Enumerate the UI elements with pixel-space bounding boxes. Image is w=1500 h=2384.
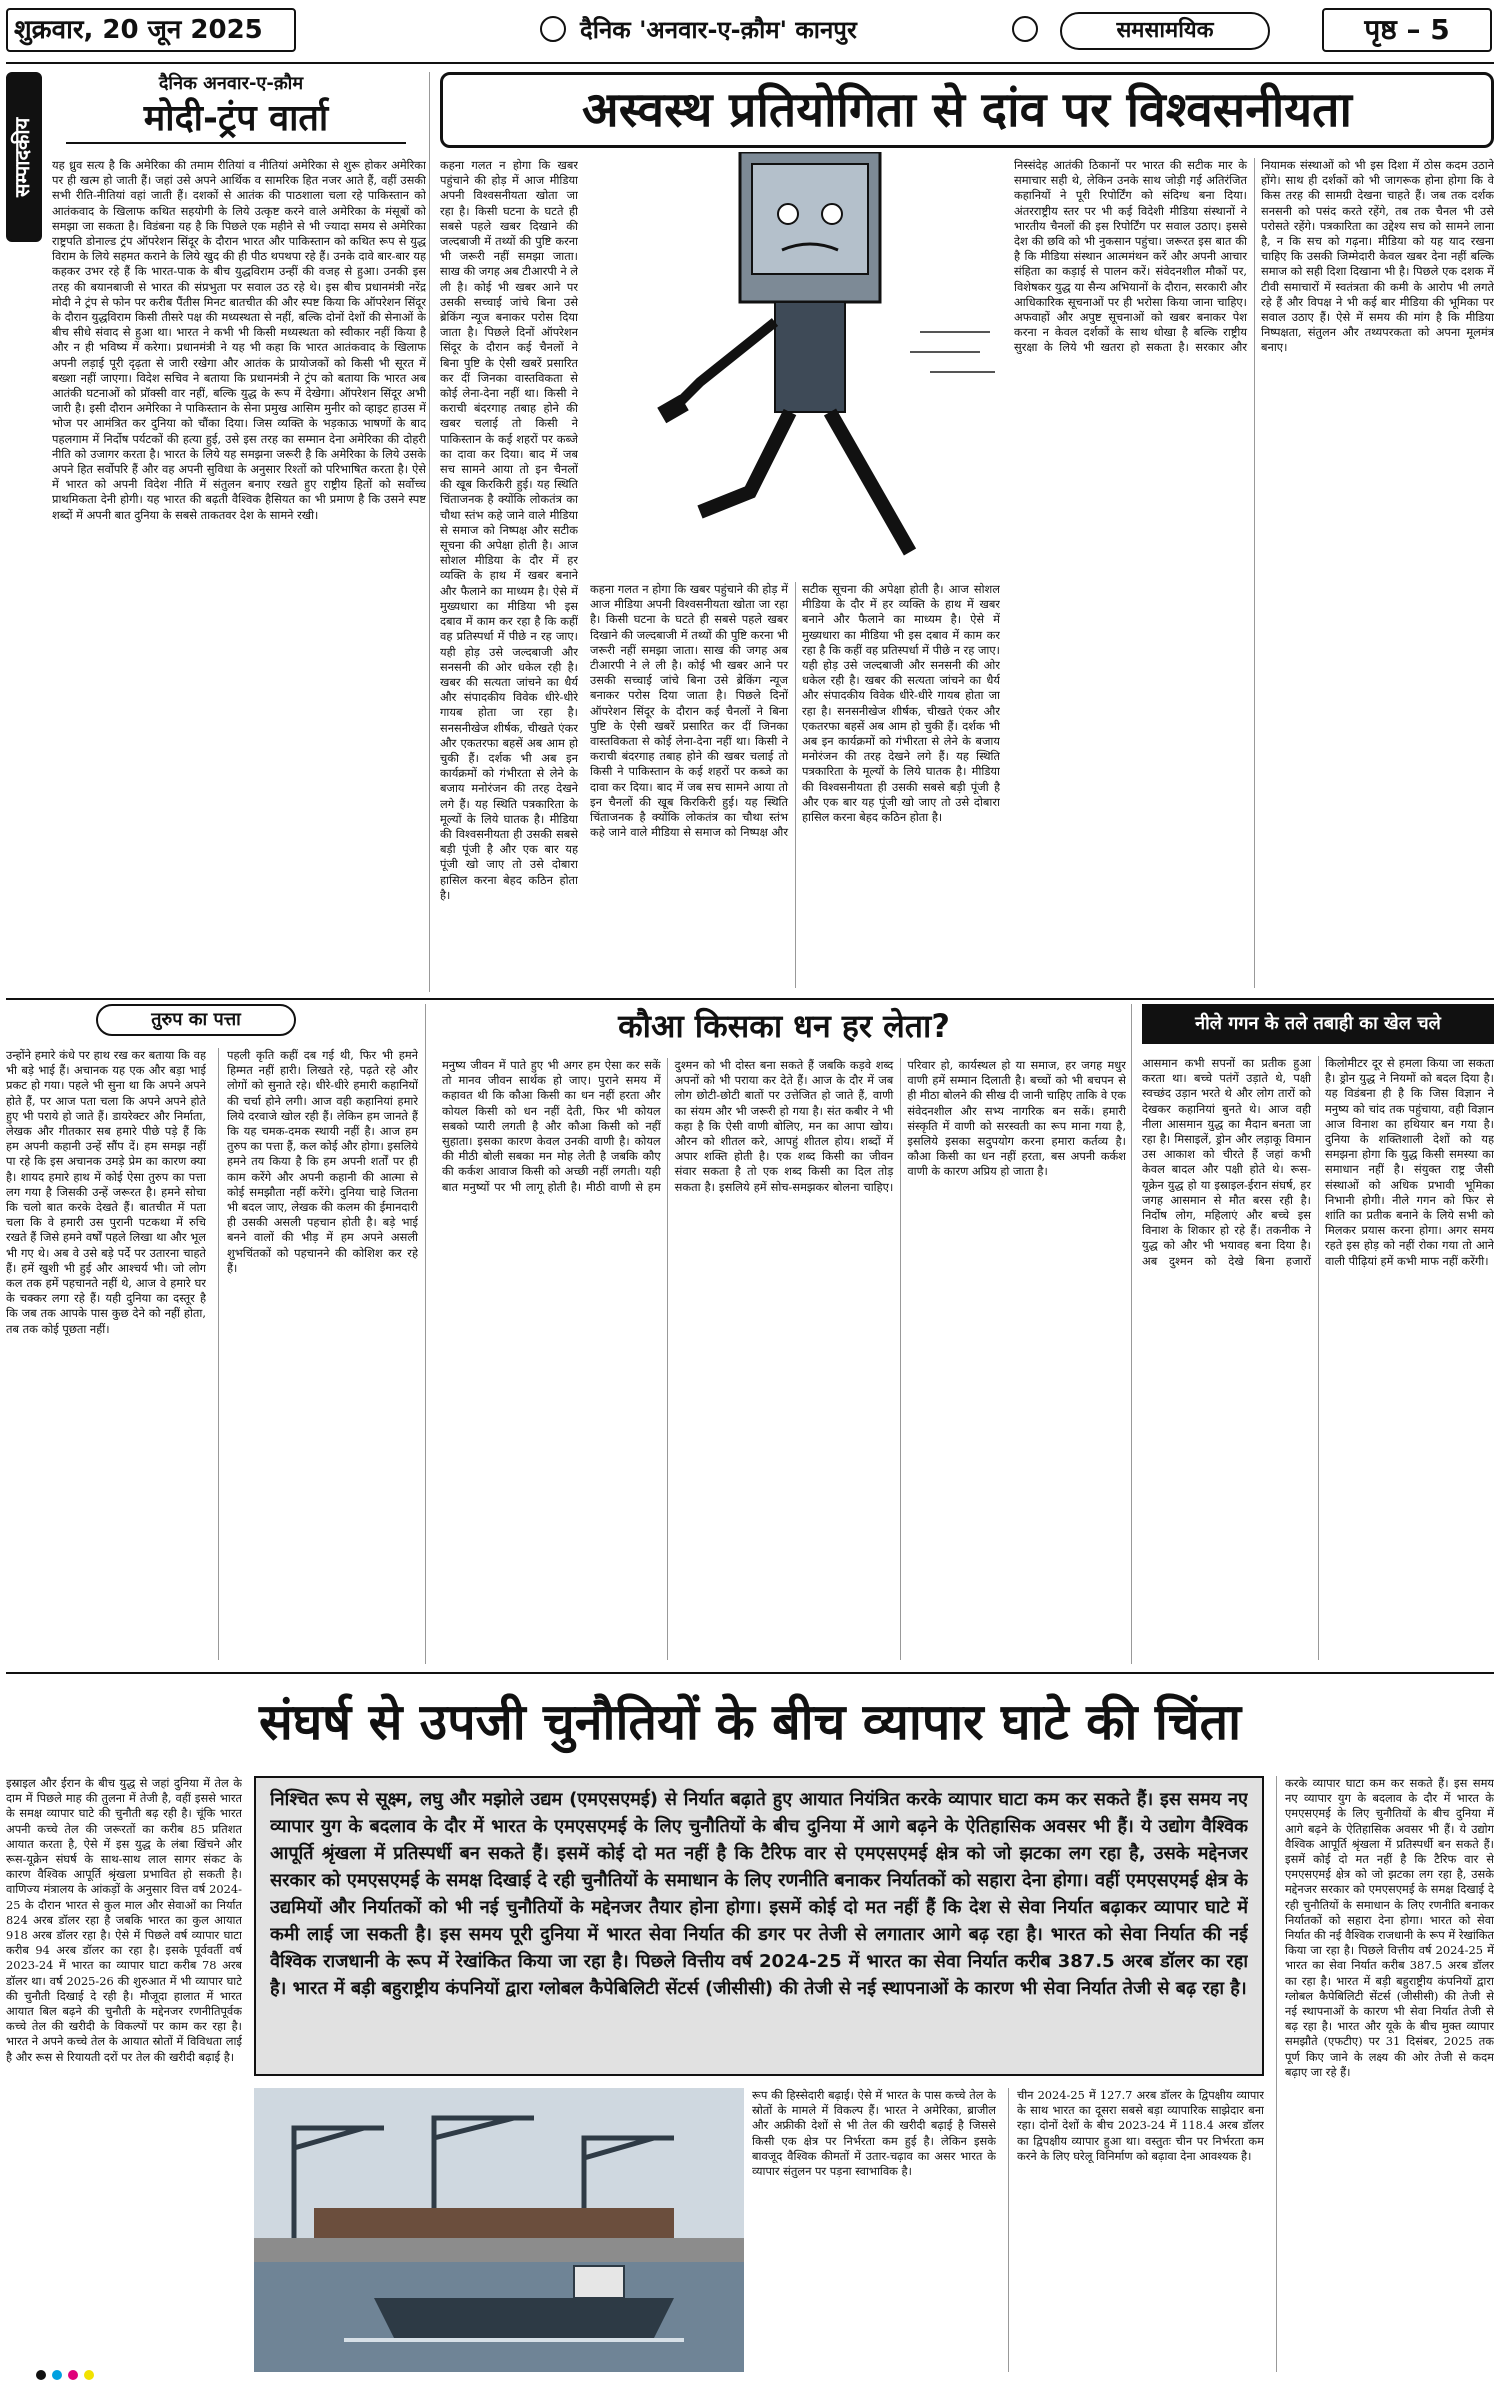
- column-left-block: [6, 1004, 426, 1664]
- column-right-block: [1142, 1004, 1494, 1664]
- editorial-body: यह ध्रुव सत्य है कि अमेरिका की तमाम रीतियां व नीतियां अमेरिका से शुरू होकर अमेरिका पर ही खत्म हो जाती हैं। जहां उसे अपने आर्थिक व सामरिक हित नजर आते हैं, वहीं उसकी सभी रीति-नीतियां वहां जाती हैं। दशकों से आतंक की पाठशाला चला रहे पाकिस्तान को आतंकवाद के खिलाफ कथित सहयोगी के लिये उत्कृष्ट करने वाले अमेरिका के मंसूबों को समझा जा सकता है। विडंबना यह है कि पिछले एक महीने से भी ज्यादा समय से अमेरिका राष्ट्रपति डोनाल्ड ट्रंप ऑपरेशन सिंदूर के दौरान भारत और पाकिस्तान को कथित रूप से युद्ध विराम के लिये सहमत कराने के लिये खुद की ही पीठ थपथपा रहे हैं। उनके दावे बार-बार यह कहकर उभर रहे हैं कि भारत-पाक के बीच युद्धविराम उन्हीं की वजह से हुआ। उनकी इस तरह की बयानबाजी से भारत की संप्रभुता पर सवाल उठ रहे थे। इस बीच प्रधानमंत्री नरेंद्र मोदी ने ट्रंप से फोन पर करीब पैंतीस मिनट बातचीत की और स्पष्ट किया कि ऑपरेशन सिंदूर के दौरान युद्धविराम किसी तीसरे पक्ष की मध्यस्थता से नहीं, बल्कि दोनों देशों की सेनाओं के बीच सीधे संवाद से हुआ था। भारत ने कभी भी किसी मध्यस्थता को स्वीकार नहीं किया है और न ही भविष्य में करेगा। प्रधानमंत्री ने यह भी कहा कि भारत आतंकवाद के खिलाफ अपनी लड़ाई पूरी दृढ़ता से जारी रखेगा और आतंक के प्रायोजकों को किसी भी सूरत में बख्शा नहीं जाएगा। विदेश सचिव ने बताया कि प्रधानमंत्री ने ट्रंप को बताया कि भारत अब आतंकी घटनाओं को प्रॉक्सी वार नहीं, बल्कि युद्ध के रूप में देखेगा। ऑपरेशन सिंदूर अभी जारी है। इसी दौरान अमेरिका ने पाकिस्तान के सेना प्रमुख आसिम मुनीर को व्हाइट हाउस में भोज पर आमंत्रित कर दुनिया को चौंका दिया। जिस व्यक्ति के भड़काऊ भाषणों के बाद पहलगाम में निर्दोष पर्यटकों की हत्या हुई, उसे इस तरह का सम्मान देना अमेरिका की दोहरी नीति को उजागर करता है। भारत के लिये यह समझना जरूरी है कि अमेरिका के लिये उसके अपने हित सर्वोपरि हैं और वह अपनी सुविधा के अनुसार रिश्तों को परिभाषित करता है। ऐसे में भारत को अपनी विदेश नीति में संतुलन बनाए रखते हुए राष्ट्रीय हितों को सर्वोच्च प्राथमिकता देनी होगी। यह भारत की बढ़ती वैश्विक हैसियत का भी प्रमाण है कि उसने स्पष्ट शब्दों में अपनी बात दुनिया के सबसे ताकतवर देश के सामने रखी।: [52, 158, 426, 522]
- lead-body-right: निस्संदेह आतंकी ठिकानों पर भारत की सटीक मार के समाचार सही थे, लेकिन उनके साथ जोड़ी गई अतिरंजित कहानियों ने पूरी रिपोर्टिंग को संदिग्ध बना दिया। अंतरराष्ट्रीय स्तर पर भी कई विदेशी मीडिया संस्थानों ने भारतीय चैनलों की इस रिपोर्टिंग पर सवाल उठाए। इससे देश की छवि को भी नुकसान पहुंचा। जरूरत इस बात की है कि मीडिया संस्थान आत्ममंथन करें और अपनी आचार संहिता का कड़ाई से पालन करें। संवेदनशील मौकों पर, विशेषकर युद्ध या सैन्य अभियानों के दौरान, सरकारी और आधिकारिक सूचनाओं पर ही भरोसा किया जाना चाहिए। अफवाहों और अपुष्ट सूचनाओं को खबर बनाकर पेश करना न केवल दर्शकों के साथ धोखा है बल्कि राष्ट्रीय सुरक्षा के लिये भी खतरा हो सकता है। सरकार और नियामक संस्थाओं को भी इस दिशा में ठोस कदम उठाने होंगे। साथ ही दर्शकों को भी जागरूक होना होगा कि वे किस तरह की सामग्री देखना चाहते हैं। जब तक दर्शक सनसनी को पसंद करते रहेंगे, तब तक चैनल भी उसे परोसते रहेंगे। पत्रकारिता का उद्देश्य सच को सामने लाना है, न कि सच को गढ़ना। मीडिया को यह याद रखना चाहिए कि उसकी जिम्मेदारी केवल खबर देना नहीं बल्कि समाज को सही दिशा दिखाना भी है। पिछले एक दशक में टीवी समाचारों में स्वतंत्रता की कमी के आरोप भी लगते रहे हैं और विपक्ष ने भी कई बार मीडिया की भूमिका पर सवाल उठाए हैं। ऐसे में समय की मांग है कि मीडिया निष्पक्षता, संतुलन और तथ्यपरकता को अपना मूलमंत्र बनाए।: [1014, 158, 1494, 355]
- lower-rule: [6, 1672, 1494, 1674]
- photo-ship-hull: [374, 2298, 674, 2338]
- lead-body-left: कहना गलत न होगा कि खबर पहुंचाने की होड़ में आज मीडिया अपनी विश्वसनीयता खोता जा रहा है। किसी घटना के घटते ही सबसे पहले खबर दिखाने की जल्दबाजी में तथ्यों की पुष्टि करना भी जरूरी नहीं समझा जाता। साख की जगह अब टीआरपी ने ले ली है। कोई भी खबर आने पर उसकी सच्चाई जांचे बिना उसे ब्रेकिंग न्यूज बनाकर परोस दिया जाता है। पिछले दिनों ऑपरेशन सिंदूर के दौरान कई चैनलों ने बिना पुष्टि के ऐसी खबरें प्रसारित कर दीं जिनका वास्तविकता से कोई लेना-देना नहीं था। किसी ने कराची बंदरगाह तबाह होने की खबर चलाई तो किसी ने पाकिस्तान के कई शहरों पर कब्जे का दावा कर दिया। बाद में जब सच सामने आया तो इन चैनलों की खूब किरकिरी हुई। यह स्थिति चिंताजनक है क्योंकि लोकतंत्र का चौथा स्तंभ कहे जाने वाले मीडिया से समाज को निष्पक्ष और सटीक सूचना की अपेक्षा होती है। आज सोशल मीडिया के दौर में हर व्यक्ति के हाथ में खबर बनाने और फैलाने का माध्यम है। ऐसे में मुख्यधारा का मीडिया भी इस दबाव में काम कर रहा है कि कहीं वह प्रतिस्पर्धा में पीछे न रह जाए। यही होड़ उसे जल्दबाजी और सनसनी की ओर धकेल रही है। खबर की सत्यता जांचने का धैर्य और संपादकीय विवेक धीरे-धीरे गायब होता जा रहा है। सनसनीखेज शीर्षक, चीखते एंकर और एकतरफा बहसें अब आम हो चुकी हैं। दर्शक भी अब इन कार्यक्रमों को गंभीरता से लेने के बजाय मनोरंजन की तरह देखने लगे हैं। यह स्थिति पत्रकारिता के मूल्यों के लिये घातक है। मीडिया की विश्वसनीयता ही उसकी सबसे बड़ी पूंजी है और एक बार यह पूंजी खो जाए तो उसे दोबारा हासिल करना बेहद कठिन होता है।: [440, 158, 578, 902]
- editorial-vertical-label: सम्पादकीय: [10, 117, 34, 197]
- column-right-body: आसमान कभी सपनों का प्रतीक हुआ करता था। बच्चे पतंगें उड़ाते थे, पक्षी स्वच्छंद उड़ान भरते थे और लोग तारों को देखकर कहानियां बुनते थे। आज वही नीला आसमान युद्ध का मैदान बनता जा रहा है। मिसाइलें, ड्रोन और लड़ाकू विमान उस आकाश को चीरते हैं जहां कभी केवल बादल और पक्षी होते थे। रूस-यूक्रेन युद्ध हो या इस्राइल-ईरान संघर्ष, हर जगह आसमान से मौत बरस रही है। निर्दोष लोग, महिलाएं और बच्चे इस विनाश के शिकार हो रहे हैं। तकनीक ने युद्ध को और भी भयावह बना दिया है। अब दुश्मन को देखे बिना हजारों किलोमीटर दूर से हमला किया जा सकता है। ड्रोन युद्ध ने नियमों को बदल दिया है। यह विडंबना ही है कि जिस विज्ञान ने मनुष्य को चांद तक पहुंचाया, वही विज्ञान आज विनाश का हथियार बन गया है। दुनिया के शक्तिशाली देशों को यह समझना होगा कि युद्ध किसी समस्या का समाधान नहीं है। संयुक्त राष्ट्र जैसी संस्थाओं को अधिक प्रभावी भूमिका निभानी होगी। नीले गगन को फिर से शांति का प्रतीक बनाने के लिये सभी को मिलकर प्रयास करना होगा। अगर समय रहते इस होड़ को नहीं रोका गया तो आने वाली पीढ़ियां हमें कभी माफ नहीं करेंगी।: [1142, 1056, 1494, 1268]
- column-mid-block: [436, 1004, 1132, 1664]
- masthead-ornament-left: [540, 16, 566, 42]
- reporter-arm: [680, 322, 775, 402]
- editorial-title: मोदी-ट्रंप वार्ता: [66, 96, 406, 144]
- photo-ship-bridge: [574, 2266, 624, 2298]
- registration-marks: [36, 2370, 136, 2382]
- masthead-rule: [6, 62, 1494, 64]
- lead-body-left-lower: कहना गलत न होगा कि खबर पहुंचाने की होड़ में आज मीडिया अपनी विश्वसनीयता खोता जा रहा है। किसी घटना के घटते ही सबसे पहले खबर दिखाने की जल्दबाजी में तथ्यों की पुष्टि करना भी जरूरी नहीं समझा जाता। साख की जगह अब टीआरपी ने ले ली है। कोई भी खबर आने पर उसकी सच्चाई जांचे बिना उसे ब्रेकिंग न्यूज बनाकर परोस दिया जाता है। पिछले दिनों ऑपरेशन सिंदूर के दौरान कई चैनलों ने बिना पुष्टि के ऐसी खबरें प्रसारित कर दीं जिनका वास्तविकता से कोई लेना-देना नहीं था। किसी ने कराची बंदरगाह तबाह होने की खबर चलाई तो किसी ने पाकिस्तान के कई शहरों पर कब्जे का दावा कर दिया। बाद में जब सच सामने आया तो इन चैनलों की खूब किरकिरी हुई। यह स्थिति चिंताजनक है क्योंकि लोकतंत्र का चौथा स्तंभ कहे जाने वाले मीडिया से समाज को निष्पक्ष और सटीक सूचना की अपेक्षा होती है। आज सोशल मीडिया के दौर में हर व्यक्ति के हाथ में खबर बनाने और फैलाने का माध्यम है। ऐसे में मुख्यधारा का मीडिया भी इस दबाव में काम कर रहा है कि कहीं वह प्रतिस्पर्धा में पीछे न रह जाए। यही होड़ उसे जल्दबाजी और सनसनी की ओर धकेल रही है। खबर की सत्यता जांचने का धैर्य और संपादकीय विवेक धीरे-धीरे गायब होता जा रहा है। सनसनीखेज शीर्षक, चीखते एंकर और एकतरफा बहसें अब आम हो चुकी हैं। दर्शक भी अब इन कार्यक्रमों को गंभीरता से लेने के बजाय मनोरंजन की तरह देखने लगे हैं। यह स्थिति पत्रकारिता के मूल्यों के लिये घातक है। मीडिया की विश्वसनीयता ही उसकी सबसे बड़ी पूंजी है और एक बार यह पूंजी खो जाए तो उसे दोबारा हासिल करना बेहद कठिन होता है।: [590, 582, 1000, 840]
- reporter-leg-right: [830, 412, 910, 552]
- motion-lines: [910, 332, 995, 372]
- editorial-kicker: दैनिक अनवार-ए-क़ौम: [158, 73, 304, 94]
- business-col3: चीन 2024-25 में 127.7 अरब डॉलर के द्विपक्षीय व्यापार के साथ भारत का दूसरा सबसे बड़ा व्यापारिक साझेदार बना रहा। दोनों देशों के बीच 2023-24 में 118.4 अरब डॉलर का द्विपक्षीय व्यापार हुआ था। वस्तुतः चीन पर निर्भरता कम करने के लिए घरेलू विनिर्माण को बढ़ावा देना आवश्यक है।: [1008, 2088, 1264, 2372]
- column-left-body2: पहली कृति कहीं दब गई थी, फिर भी हमने हिम्मत नहीं हारी। लिखते रहे, पढ़ते रहे और लोगों को सुनाते रहे। धीरे-धीरे हमारी कहानियों की चर्चा होने लगी। आज वही कहानियां हमारे लिये दरवाजे खोल रही हैं। लेकिन हम जानते हैं कि यह चमक-दमक स्थायी नहीं है। आज हम तुरुप का पत्ता हैं, कल कोई और होगा। इसलिये हमने तय किया है कि हम अपनी शर्तों पर ही काम करेंगे और अपनी कहानी की आत्मा से कोई समझौता नहीं करेंगे। दुनिया चाहे जितना भी बदल जाए, लेखक की कलम की ईमानदारी ही उसकी असली पहचान होती है। बड़े भाई बनने वालों की भीड़ में हम अपने असली शुभचिंतकों को पहचानने की कोशिश कर रहे हैं।: [218, 1048, 418, 1660]
- reporter-leg-left: [700, 412, 790, 512]
- business-block: [6, 1680, 1494, 2376]
- editorial-block: [6, 72, 430, 992]
- photo-dock: [254, 2238, 744, 2262]
- lead-headline: अस्वस्थ प्रतियोगिता से दांव पर विश्वसनीयता: [440, 72, 1494, 148]
- column-left-label: तुरुप का पत्ता: [96, 1004, 296, 1036]
- column-mid-body: मनुष्य जीवन में पाते हुए भी अगर हम ऐसा कर सकें तो मानव जीवन सार्थक हो जाए। पुराने समय में कहावत थी कि कौआ किसी का धन नहीं हरता और कोयल किसी को धन नहीं देती, फिर भी कोयल सबको प्यारी लगती है और कौआ किसी को नहीं सुहाता। इसका कारण केवल उनकी वाणी है। कोयल की मीठी बोली सबका मन मोह लेती है जबकि कौए की कर्कश आवाज किसी को अच्छी नहीं लगती। यही बात मनुष्यों पर भी लागू होती है। मीठी वाणी से हम दुश्मन को भी दोस्त बना सकते हैं जबकि कड़वे शब्द अपनों को भी पराया कर देते हैं। आज के दौर में जब लोग छोटी-छोटी बातों पर उत्तेजित हो जाते हैं, वाणी का संयम और भी जरूरी हो गया है। संत कबीर ने भी कहा है कि ऐसी वाणी बोलिए, मन का आपा खोय। औरन को शीतल करे, आपहुं शीतल होय। शब्दों में अपार शक्ति होती है। एक शब्द किसी का जीवन संवार सकता है तो एक शब्द किसी का दिल तोड़ सकता है। इसलिये हमें सोच-समझकर बोलना चाहिए। परिवार हो, कार्यस्थल हो या समाज, हर जगह मधुर वाणी हमें सम्मान दिलाती है। बच्चों को भी बचपन से ही मीठा बोलने की सीख दी जानी चाहिए ताकि वे एक संवेदनशील और सभ्य नागरिक बन सकें। हमारी संस्कृति में वाणी को सरस्वती का रूप माना गया है, इसलिये इसका सदुपयोग करना हमारा कर्तव्य है। कौआ किसी का धन नहीं हरता, बस अपनी कर्कश वाणी के कारण अप्रिय हो जाता है।: [442, 1058, 1126, 1194]
- tv-eye-right: [822, 204, 842, 224]
- lead-illustration: [590, 152, 1000, 572]
- masthead-page-number: पृष्ठ – 5: [1322, 8, 1492, 52]
- column-right-headline: नीले गगन के तले तबाही का खेल चले: [1142, 1004, 1494, 1044]
- business-headline: संघर्ष से उपजी चुनौतियों के बीच व्यापार घाटे की चिंता: [258, 1693, 1242, 1751]
- business-lead: निश्चित रूप से सूक्ष्म, लघु और मझोले उद्यम (एमएसएमई) से निर्यात बढ़ाते हुए आयात नियंत्रित करके व्यापार घाटा कम कर सकते हैं। इस समय नए व्यापार युग के बदलाव के दौर में भारत के एमएसएमई के लिए चुनौतियों के बीच दुनिया में आगे बढ़ने के ऐतिहासिक अवसर भी हैं। ये उद्योग वैश्विक आपूर्ति श्रृंखला में प्रतिस्पर्धी बन सकते हैं। इसमें कोई दो मत नहीं है कि टैरिफ वार से एमएसएमई क्षेत्र को जो झटका लग रहा है, उसके मद्देनजर सरकार को एमएसएमई के समक्ष दिखाई दे रही चुनौतियों के समाधान के लिए रणनीति बनाकर निर्यातकों को सहारा देना होगा। वहीं एमएसएमई क्षेत्र के उद्यमियों और निर्यातकों को भी नई चुनौतियों के मद्देनजर तैयार होना होगा। इसमें कोई दो मत नहीं हैं कि देश से सेवा निर्यात बढ़ाकर व्यापार घाटे में कमी लाई जा सकती है। इस समय पूरी दुनिया में भारत सेवा निर्यात की डगर पर तेजी से लगातार आगे बढ़ रहा है। भारत को सेवा निर्यात की नई वैश्विक राजधानी के रूप में रेखांकित किया जा रहा है। पिछले वित्तीय वर्ष 2024-25 में भारत का सेवा निर्यात करीब 387.5 अरब डॉलर का रहा है। भारत में बड़ी बहुराष्ट्रीय कंपनियों द्वारा ग्लोबल कैपेबिलिटी सेंटर्स (जीसीसी) की तेजी से नई स्थापनाओं के कारण भी सेवा निर्यात तेजी से बढ़ रहा है।: [270, 1789, 1248, 1999]
- tv-eye-left: [778, 204, 798, 224]
- masthead-ornament-right: [1012, 16, 1038, 42]
- reg-dot-2: [52, 2370, 62, 2380]
- column-left-body: उन्होंने हमारे कंधे पर हाथ रख कर बताया कि वह भी बड़े भाई हैं। अचानक यह एक और बड़ा भाई प्रकट हो गया। पहले भी सुना था कि अपने अपने होते हैं, पर आज पता चला कि अपने अपने होते हुए भी पराये हो जाते हैं। डायरेक्टर और निर्माता, लेखक और गीतकार सब हमारे पीछे पड़े हैं कि हम अपनी कहानी उन्हें सौंप दें। हम समझ नहीं पा रहे कि इस अचानक उमड़े प्रेम का कारण क्या है। शायद हमारे हाथ में कोई ऐसा तुरुप का पत्ता लग गया है जिसकी उन्हें जरूरत है। हमने सोचा कि चलो बात करके देखते हैं। बातचीत में पता चला कि वे हमारी उस पुरानी पटकथा में रुचि रखते हैं जिसे हमने वर्षों पहले लिखा था और भूल भी गए थे। अब वे उसे बड़े पर्दे पर उतारना चाहते हैं। हमें खुशी भी हुई और आश्चर्य भी। जो लोग कल तक हमें पहचानते नहीं थे, आज वे हमारे घर के चक्कर लगा रहे हैं। यही दुनिया का दस्तूर है कि जब तक आपके पास कुछ देने को नहीं होता, तब तक कोई पूछता नहीं।: [6, 1048, 206, 1336]
- reg-dot-3: [68, 2370, 78, 2380]
- reporter-body: [775, 302, 845, 412]
- masthead-date: शुक्रवार, 20 जून 2025: [14, 15, 263, 45]
- photo-containers: [314, 2208, 674, 2238]
- business-col4: करके व्यापार घाटा कम कर सकते हैं। इस समय नए व्यापार युग के बदलाव के दौर में भारत के एमएसएमई के लिए चुनौतियों के बीच दुनिया में आगे बढ़ने के ऐतिहासिक अवसर भी हैं। ये उद्योग वैश्विक आपूर्ति श्रृंखला में प्रतिस्पर्धी बन सकते हैं। इसमें कोई दो मत नहीं है कि टैरिफ वार से एमएसएमई क्षेत्र को जो झटका लग रहा है, उसके मद्देनजर सरकार को एमएसएमई के समक्ष दिखाई दे रही चुनौतियों के समाधान के लिए रणनीति बनाकर निर्यातकों को सहारा देना होगा। भारत को सेवा निर्यात की नई वैश्विक राजधानी के रूप में रेखांकित किया जा रहा है। पिछले वित्तीय वर्ष 2024-25 में भारत का सेवा निर्यात करीब 387.5 अरब डॉलर का रहा है। भारत में बड़ी बहुराष्ट्रीय कंपनियों द्वारा ग्लोबल कैपेबिलिटी सेंटर्स (जीसीसी) की तेजी से नई स्थापनाओं के कारण भी सेवा निर्यात तेजी से बढ़ रहा है। भारत और यूके के बीच मुक्त व्यापार समझौते (एफटीए) पर 31 दिसंबर, 2025 तक पूर्ण किए जाने के लक्ष्य की ओर तेजी से कदम बढ़ाए जा रहे हैं।: [1276, 1776, 1494, 2372]
- business-lead-box: [254, 1776, 1264, 2076]
- tv-screen-inner: [752, 164, 868, 274]
- mid-rule: [6, 998, 1494, 1000]
- business-photo: [254, 2088, 744, 2372]
- business-col2: रूप की हिस्सेदारी बढ़ाई। ऐसे में भारत के पास कच्चे तेल के स्रोतों के मामले में विकल्प हैं। भारत ने अमेरिका, ब्राजील और अफ्रीकी देशों से भी तेल की खरीदी बढ़ाई है जिससे किसी एक क्षेत्र पर निर्भरता कम हुई है। लेकिन इसके बावजूद वैश्विक कीमतों में उतार-चढ़ाव का असर भारत के व्यापार संतुलन पर पड़ना स्वाभाविक है।: [752, 2088, 996, 2179]
- reg-dot-1: [36, 2370, 46, 2380]
- business-col1: इस्राइल और ईरान के बीच युद्ध से जहां दुनिया में तेल के दाम में पिछले माह की तुलना में तेजी है, वहीं इससे भारत के समक्ष व्यापार घाटे की चुनौती बढ़ रही है। चूंकि भारत अपनी कच्चे तेल की जरूरतों का करीब 85 प्रतिशत आयात करता है, ऐसे में इस युद्ध के लंबा खिंचने और रूस-यूक्रेन संघर्ष के साथ-साथ लाल सागर संकट के कारण वैश्विक आपूर्ति श्रृंखला प्रभावित हो सकती है। वाणिज्य मंत्रालय के आंकड़ों के अनुसार वित्त वर्ष 2024-25 के दौरान भारत से कुल माल और सेवाओं का निर्यात 824 अरब डॉलर रहा है जबकि भारत का कुल आयात 918 अरब डॉलर रहा है। ऐसे में पिछले वर्ष व्यापार घाटा करीब 94 अरब डॉलर का रहा है। इसके पूर्ववर्ती वर्ष 2023-24 में भारत का व्यापार घाटा करीब 78 अरब डॉलर था। वर्ष 2025-26 की शुरुआत में भी व्यापार घाटे की चुनौती दिखाई दे रही है। मौजूदा हालात में भारत आयात बिल बढ़ने की चुनौती के मद्देनजर रणनीतिपूर्वक कच्चे तेल की खरीदी के विकल्पों पर काम कर रहा है। भारत ने अपने कच्चे तेल के आयात स्रोतों में विविधता लाई है और रूस से रियायती दरों पर तेल की खरीदी बढ़ाई है।: [6, 1776, 242, 2064]
- masthead: [0, 0, 1500, 62]
- masthead-publication: दैनिक 'अनवार-ए-क़ौम' कानपुर: [580, 16, 857, 44]
- lead-story-block: [440, 72, 1494, 992]
- column-mid-headline: कौआ किसका धन हर लेता?: [618, 1007, 950, 1045]
- reg-dot-4: [84, 2370, 94, 2380]
- masthead-section: समसामयिक: [1060, 12, 1270, 50]
